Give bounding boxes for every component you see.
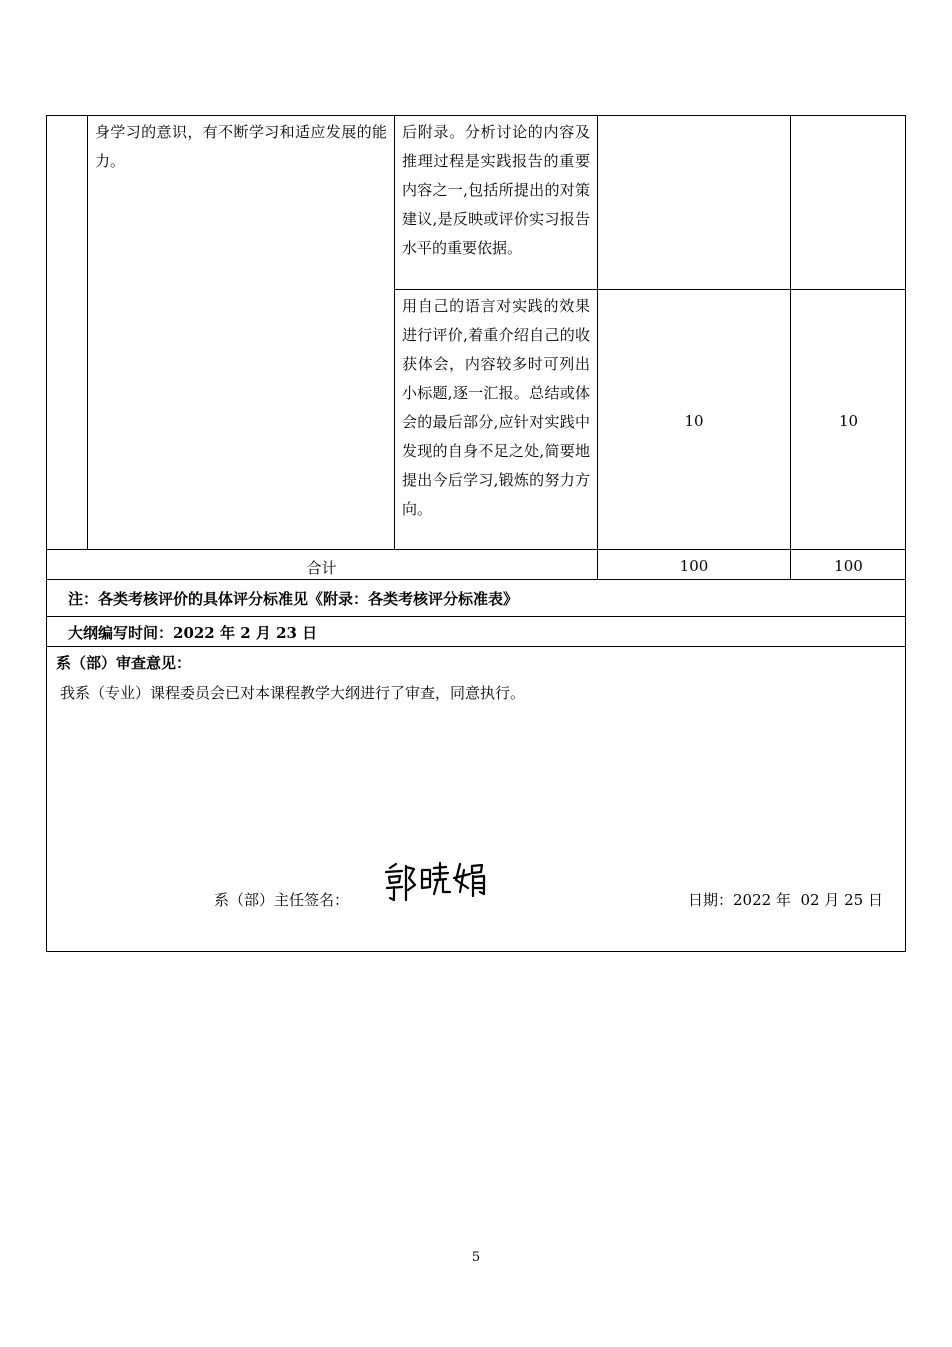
total-score: 100 bbox=[679, 557, 709, 575]
score-cell: 10 bbox=[684, 412, 704, 430]
score-cell: 10 bbox=[838, 412, 859, 430]
requirement-text: 身学习的意识，有不断学习和适应发展的能力。 bbox=[95, 123, 387, 170]
grid-line bbox=[46, 549, 906, 550]
grid-line bbox=[394, 115, 395, 549]
grid-line bbox=[790, 115, 791, 579]
grid-line bbox=[394, 289, 906, 290]
total-score: 100 bbox=[834, 557, 863, 575]
review-title: 系（部）审查意见： bbox=[56, 654, 192, 672]
grid-line bbox=[87, 115, 88, 549]
scoring-note: 注：各类考核评价的具体评分标准见《附录：各类考核评分标准表》 bbox=[68, 590, 519, 608]
signature-label: 系（部）主任签名： bbox=[214, 891, 350, 909]
grid-line bbox=[46, 616, 906, 617]
total-label: 合计 bbox=[306, 559, 337, 577]
grid-line bbox=[46, 579, 906, 580]
criteria-text: 用自己的语言对实践的效果进行评价,着重介绍自己的收获体会，内容较多时可列出小标题,逐一汇报。总结或体会的最后部分,应针对实践中发现的自身不足之处,简要地提出今后学习,锻炼的努力方向。 bbox=[402, 297, 590, 518]
handwritten-signature bbox=[380, 858, 490, 908]
page-number: 5 bbox=[471, 1250, 481, 1265]
criteria-text: 后附录。分析讨论的内容及推理过程是实践报告的重要内容之一,包括所提出的对策建议,是反映或评价实习报告水平的重要依据。 bbox=[402, 123, 590, 257]
compile-time: 大纲编写时间：2022 年 2 月 23 日 bbox=[68, 624, 318, 642]
review-content: 我系（专业）课程委员会已对本课程教学大纲进行了审查，同意执行。 bbox=[60, 684, 526, 702]
grid-line bbox=[46, 646, 906, 647]
grid-line bbox=[597, 115, 598, 579]
review-date: 日期：2022 年 02 月 25 日 bbox=[688, 891, 883, 909]
